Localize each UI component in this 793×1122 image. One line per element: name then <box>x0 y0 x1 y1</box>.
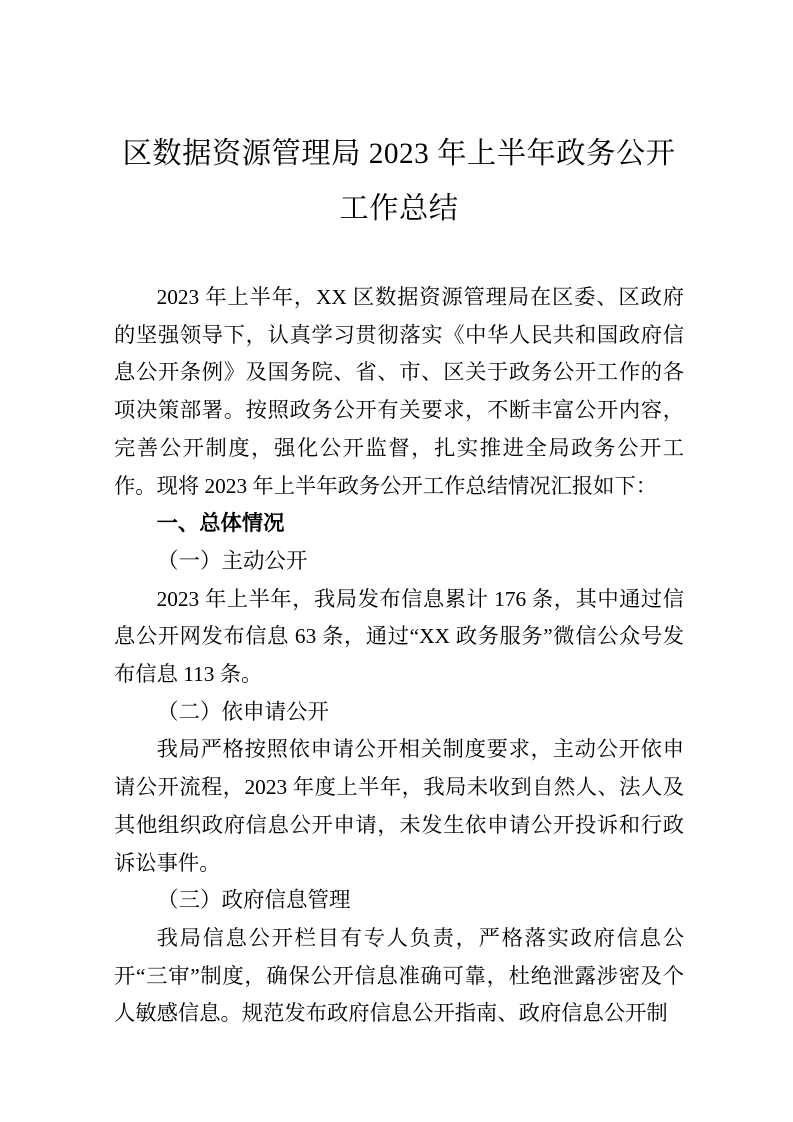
subsection-heading-proactive-disclosure: （一）主动公开 <box>157 548 308 573</box>
document-title-line-2: 工作总结 <box>339 193 459 225</box>
intro-paragraph: 2023 年上半年，XX 区数据资源管理局在区委、区政府的坚强领导下，认真学习贯彻落实《中华人民共和国政府信息公开条例》及国务院、省、市、区关于政务公开工作的各项决策部署。按照政务公开有关要求，不断丰富公开内容，完善公开制度，强化公开监督，扎实推进全局政务公开工作。现将 2023 年上半年政务公开工作总结情况汇报如下： <box>114 285 684 498</box>
subsection-heading-disclosure-upon-request: （二）依申请公开 <box>157 699 330 724</box>
document-title-line-1: 区数据资源管理局 2023 年上半年政务公开 <box>122 138 676 170</box>
document-title <box>114 127 684 237</box>
paragraph-proactive-disclosure: 2023 年上半年，我局发布信息累计 176 条，其中通过信息公开网发布信息 63 条，通过“XX 政务服务”微信公众号发布信息 113 条。 <box>114 586 684 687</box>
paragraph-government-information-management: 我局信息公开栏目有专人负责，严格落实政府信息公开“三审”制度，确保公开信息准确可靠，杜绝泄露涉密及个人敏感信息。规范发布政府信息公开指南、政府信息公开制 <box>114 925 684 1026</box>
paragraph-disclosure-upon-request: 我局严格按照依申请公开相关制度要求，主动公开依申请公开流程，2023 年度上半年，我局未收到自然人、法人及其他组织政府信息公开申请，未发生依申请公开投诉和行政诉讼事件。 <box>114 737 684 875</box>
subsection-heading-government-information-management: （三）政府信息管理 <box>157 888 351 913</box>
section-heading-overall-situation: 一、总体情况 <box>156 511 285 536</box>
